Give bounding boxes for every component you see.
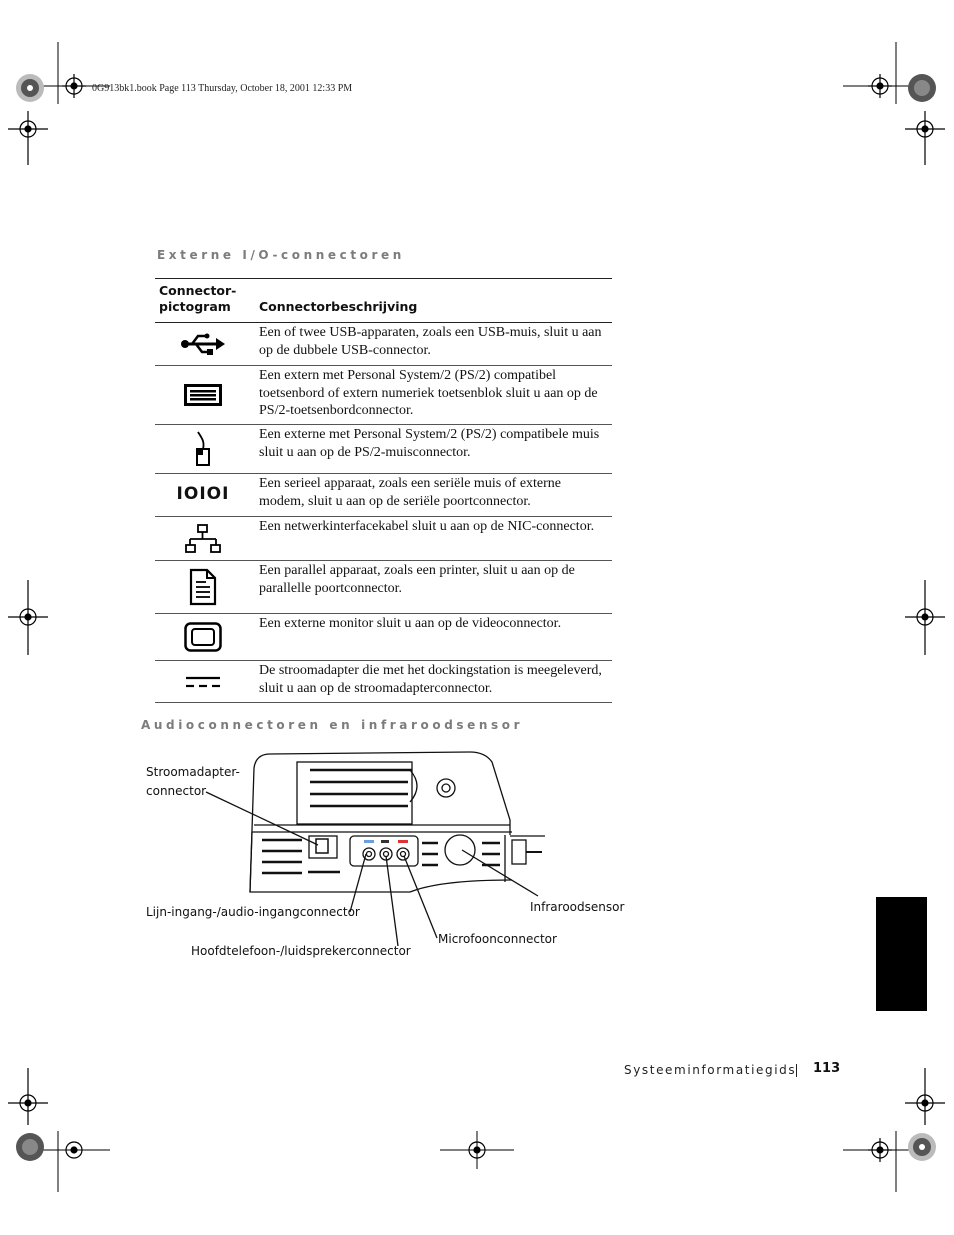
usb-icon <box>155 323 251 366</box>
table-row <box>155 561 612 614</box>
docking-station-illustration <box>0 740 954 1000</box>
callout-power-line1: Stroomadapter- <box>146 765 240 779</box>
table-row <box>155 474 612 517</box>
row-description: De stroomadapter die met het dockingstation is meegeleverd, sluit u aan op de stroomadapterconnector. <box>251 661 612 703</box>
callout-line-in: Lijn-ingang-/audio-ingangconnector <box>146 905 360 919</box>
row-description: Een parallel apparaat, zoals een printer, sluit u aan op de parallelle poortconnector. <box>251 561 612 614</box>
table-row <box>155 425 612 474</box>
parallel-printer-icon <box>155 561 251 614</box>
serial-icon-text: IOIOI <box>176 483 230 504</box>
callout-power-connector <box>146 763 240 801</box>
row-description: Een serieel apparaat, zoals een seriële muis of externe modem, sluit u aan op de seriële poortconnector. <box>251 474 612 517</box>
dc-power-icon <box>155 661 251 703</box>
row-description: Een externe met Personal System/2 (PS/2) compatibele muis sluit u aan op de PS/2-muisconnector. <box>251 425 612 474</box>
footer-separator <box>796 1064 797 1077</box>
row-description: Een extern met Personal System/2 (PS/2) compatibel toetsenbord of extern numeriek toetsenblok sluit u aan op de PS/2-toetsenbordconnector. <box>251 366 612 425</box>
callout-power-line2: connector <box>146 784 207 798</box>
print-header: 0G913bk1.book Page 113 Thursday, October 18, 2001 12:33 PM <box>92 83 353 94</box>
table-row <box>155 366 612 425</box>
footer-label: Systeeminformatiegids <box>624 1063 797 1077</box>
header-icon-line1: Connector- <box>159 283 237 298</box>
header-icon-column <box>155 279 251 323</box>
callout-infrared: Infraroodsensor <box>530 900 625 914</box>
page-number: 113 <box>813 1061 841 1076</box>
table-row <box>155 517 612 561</box>
connector-table <box>155 278 612 703</box>
keyboard-icon <box>155 366 251 425</box>
callout-headphone: Hoofdtelefoon-/luidsprekerconnector <box>191 944 411 958</box>
header-icon-line2: pictogram <box>159 299 231 314</box>
row-description: Een of twee USB-apparaten, zoals een USB-muis, sluit u aan op de dubbele USB-connector. <box>251 323 612 366</box>
serial-icon <box>155 474 251 517</box>
table-row <box>155 661 612 703</box>
row-description: Een externe monitor sluit u aan op de videoconnector. <box>251 614 612 661</box>
mouse-icon <box>155 425 251 474</box>
section-heading-audio: Audioconnectoren en infraroodsensor <box>141 718 524 732</box>
thumb-tab <box>876 897 927 1011</box>
callout-microphone: Microfoonconnector <box>438 932 557 946</box>
table-header-row <box>155 279 612 323</box>
row-description: Een netwerkinterfacekabel sluit u aan op de NIC-connector. <box>251 517 612 561</box>
section-heading-io: Externe I/O-connectoren <box>157 248 405 262</box>
network-icon <box>155 517 251 561</box>
table-row <box>155 614 612 661</box>
table-row <box>155 323 612 366</box>
header-desc-column: Connectorbeschrijving <box>251 279 612 323</box>
monitor-icon <box>155 614 251 661</box>
